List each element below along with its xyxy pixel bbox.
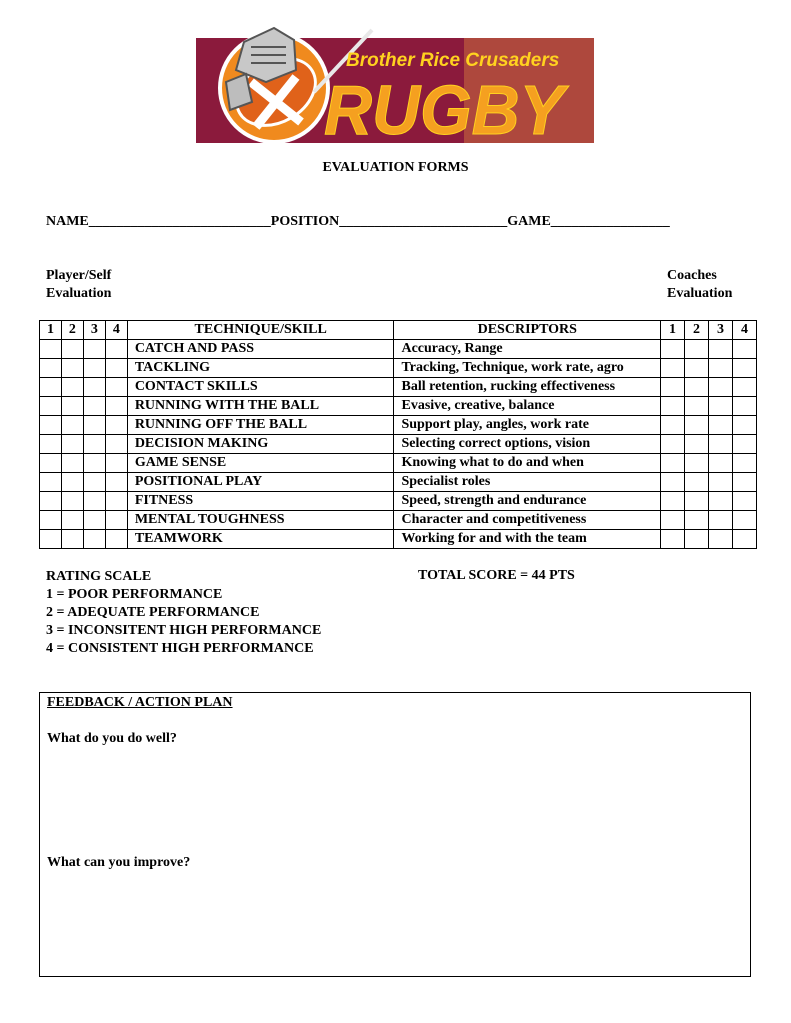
skill-cell: RUNNING WITH THE BALL — [127, 397, 394, 416]
feedback-question-improve: What can you improve? — [47, 855, 191, 870]
skill-cell: DECISION MAKING — [127, 435, 394, 454]
table-row — [40, 530, 757, 549]
coach-rating-cell[interactable] — [661, 530, 685, 549]
descriptor-cell: Working for and with the team — [394, 530, 661, 549]
table-row — [40, 359, 757, 378]
player-self-label — [46, 267, 111, 303]
coach-rating-cell[interactable] — [708, 530, 732, 549]
self-rating-cell[interactable] — [61, 416, 83, 435]
coach-rating-cell[interactable] — [708, 359, 732, 378]
self-rating-cell[interactable] — [105, 359, 127, 378]
coach-rating-cell[interactable] — [661, 378, 685, 397]
coach-rating-cell[interactable] — [732, 511, 756, 530]
self-rating-cell[interactable] — [83, 530, 105, 549]
skill-cell: FITNESS — [127, 492, 394, 511]
self-rating-header: 1 — [40, 321, 62, 340]
coach-rating-cell[interactable] — [732, 473, 756, 492]
self-rating-header: 2 — [61, 321, 83, 340]
coach-rating-cell[interactable] — [661, 454, 685, 473]
self-rating-cell[interactable] — [105, 492, 127, 511]
feedback-title: FEEDBACK / ACTION PLAN — [47, 695, 233, 710]
coach-rating-cell[interactable] — [661, 492, 685, 511]
descriptor-cell: Selecting correct options, vision — [394, 435, 661, 454]
coaches-line2: Evaluation — [667, 286, 733, 301]
coach-rating-cell[interactable] — [685, 435, 709, 454]
self-rating-cell[interactable] — [83, 397, 105, 416]
coach-rating-cell[interactable] — [685, 454, 709, 473]
skill-header: TECHNIQUE/SKILL — [127, 321, 394, 340]
descriptor-cell: Accuracy, Range — [394, 340, 661, 359]
skill-cell: POSITIONAL PLAY — [127, 473, 394, 492]
self-rating-cell[interactable] — [40, 492, 62, 511]
descriptor-cell: Specialist roles — [394, 473, 661, 492]
coach-rating-cell[interactable] — [732, 340, 756, 359]
coach-rating-cell[interactable] — [732, 378, 756, 397]
self-rating-cell[interactable] — [40, 397, 62, 416]
evaluation-table — [39, 320, 757, 549]
coach-rating-cell[interactable] — [685, 359, 709, 378]
self-rating-cell[interactable] — [40, 454, 62, 473]
self-rating-cell[interactable] — [83, 492, 105, 511]
self-rating-cell[interactable] — [83, 416, 105, 435]
self-rating-cell[interactable] — [83, 454, 105, 473]
coach-rating-cell[interactable] — [708, 454, 732, 473]
self-rating-cell[interactable] — [61, 530, 83, 549]
coach-rating-cell[interactable] — [708, 416, 732, 435]
rating-scale-item: 3 = INCONSITENT HIGH PERFORMANCE — [46, 623, 322, 638]
self-rating-cell[interactable] — [61, 473, 83, 492]
table-row — [40, 492, 757, 511]
self-rating-cell[interactable] — [83, 435, 105, 454]
coach-rating-cell[interactable] — [732, 530, 756, 549]
self-rating-header: 3 — [83, 321, 105, 340]
page-title: EVALUATION FORMS — [322, 160, 469, 175]
self-rating-cell[interactable] — [105, 416, 127, 435]
info-line: NAME__________________________POSITION________________________GAME_________________ — [46, 214, 670, 229]
self-rating-cell[interactable] — [105, 378, 127, 397]
self-rating-cell[interactable] — [83, 359, 105, 378]
self-rating-cell[interactable] — [61, 378, 83, 397]
self-rating-cell[interactable] — [105, 473, 127, 492]
self-rating-cell[interactable] — [61, 492, 83, 511]
table-row — [40, 340, 757, 359]
coach-rating-cell[interactable] — [708, 511, 732, 530]
table-row — [40, 397, 757, 416]
coach-rating-cell[interactable] — [708, 473, 732, 492]
self-rating-cell[interactable] — [40, 340, 62, 359]
self-rating-cell[interactable] — [83, 378, 105, 397]
table-row — [40, 378, 757, 397]
table-row — [40, 416, 757, 435]
self-rating-cell[interactable] — [61, 435, 83, 454]
descriptor-cell: Support play, angles, work rate — [394, 416, 661, 435]
self-rating-cell[interactable] — [105, 454, 127, 473]
rating-scale — [46, 568, 321, 658]
self-rating-cell[interactable] — [40, 530, 62, 549]
skill-cell: TACKLING — [127, 359, 394, 378]
rating-scale-title: RATING SCALE — [46, 569, 152, 584]
coaches-line1: Coaches — [667, 268, 717, 283]
self-rating-cell[interactable] — [40, 378, 62, 397]
self-rating-header: 4 — [105, 321, 127, 340]
coach-rating-cell[interactable] — [685, 416, 709, 435]
table-header-row — [40, 321, 757, 340]
self-rating-cell[interactable] — [83, 340, 105, 359]
rating-scale-item: 1 = POOR PERFORMANCE — [46, 587, 223, 602]
self-rating-cell[interactable] — [61, 397, 83, 416]
self-rating-cell[interactable] — [83, 473, 105, 492]
table-row — [40, 435, 757, 454]
self-rating-cell[interactable] — [105, 530, 127, 549]
coach-rating-cell[interactable] — [685, 473, 709, 492]
self-rating-cell[interactable] — [40, 473, 62, 492]
brother-rice-rugby-logo — [196, 22, 594, 143]
coach-rating-cell[interactable] — [685, 492, 709, 511]
self-rating-cell[interactable] — [40, 435, 62, 454]
skill-cell: CATCH AND PASS — [127, 340, 394, 359]
coach-rating-cell[interactable] — [708, 340, 732, 359]
coach-rating-cell[interactable] — [661, 340, 685, 359]
table-row — [40, 473, 757, 492]
descriptor-cell: Evasive, creative, balance — [394, 397, 661, 416]
skill-cell: TEAMWORK — [127, 530, 394, 549]
rating-scale-item: 2 = ADEQUATE PERFORMANCE — [46, 605, 260, 620]
table-row — [40, 511, 757, 530]
coach-rating-cell[interactable] — [661, 511, 685, 530]
feedback-box — [39, 692, 751, 977]
coach-rating-cell[interactable] — [708, 492, 732, 511]
descriptor-cell: Ball retention, rucking effectiveness — [394, 378, 661, 397]
table-row — [40, 454, 757, 473]
coach-rating-header: 2 — [685, 321, 709, 340]
total-score: TOTAL SCORE = 44 PTS — [418, 568, 575, 583]
coaches-label — [667, 267, 732, 303]
coach-rating-cell[interactable] — [732, 397, 756, 416]
feedback-question-well: What do you do well? — [47, 731, 177, 746]
descriptor-cell: Character and competitiveness — [394, 511, 661, 530]
coach-rating-header: 3 — [708, 321, 732, 340]
coach-rating-cell[interactable] — [732, 416, 756, 435]
descriptor-cell: Knowing what to do and when — [394, 454, 661, 473]
self-rating-cell[interactable] — [40, 511, 62, 530]
skill-cell: GAME SENSE — [127, 454, 394, 473]
logo-line2: RUGBY — [324, 71, 570, 143]
self-rating-cell[interactable] — [83, 511, 105, 530]
self-rating-cell[interactable] — [105, 435, 127, 454]
self-rating-cell[interactable] — [105, 397, 127, 416]
coach-rating-cell[interactable] — [685, 397, 709, 416]
coach-rating-cell[interactable] — [661, 416, 685, 435]
coach-rating-cell[interactable] — [685, 530, 709, 549]
coach-rating-cell[interactable] — [732, 454, 756, 473]
player-self-line2: Evaluation — [46, 286, 112, 301]
self-rating-cell[interactable] — [61, 511, 83, 530]
logo-line1: Brother Rice Crusaders — [346, 50, 560, 71]
coach-rating-cell[interactable] — [685, 378, 709, 397]
coach-rating-cell[interactable] — [661, 359, 685, 378]
self-rating-cell[interactable] — [105, 340, 127, 359]
descriptor-header: DESCRIPTORS — [394, 321, 661, 340]
player-self-line1: Player/Self — [46, 268, 112, 283]
rating-scale-item: 4 = CONSISTENT HIGH PERFORMANCE — [46, 641, 314, 656]
coach-rating-cell[interactable] — [661, 435, 685, 454]
descriptor-cell: Tracking, Technique, work rate, agro — [394, 359, 661, 378]
skill-cell: MENTAL TOUGHNESS — [127, 511, 394, 530]
coach-rating-cell[interactable] — [732, 435, 756, 454]
coach-rating-header: 4 — [732, 321, 756, 340]
coach-rating-cell[interactable] — [661, 473, 685, 492]
self-rating-cell[interactable] — [61, 454, 83, 473]
coach-rating-cell[interactable] — [685, 340, 709, 359]
self-rating-cell[interactable] — [105, 511, 127, 530]
coach-rating-cell[interactable] — [732, 359, 756, 378]
descriptor-cell: Speed, strength and endurance — [394, 492, 661, 511]
skill-cell: RUNNING OFF THE BALL — [127, 416, 394, 435]
self-rating-cell[interactable] — [61, 340, 83, 359]
coach-rating-cell[interactable] — [708, 378, 732, 397]
coach-rating-cell[interactable] — [708, 397, 732, 416]
coach-rating-cell[interactable] — [685, 511, 709, 530]
coach-rating-cell[interactable] — [661, 397, 685, 416]
skill-cell: CONTACT SKILLS — [127, 378, 394, 397]
coach-rating-header: 1 — [661, 321, 685, 340]
self-rating-cell[interactable] — [61, 359, 83, 378]
coach-rating-cell[interactable] — [732, 492, 756, 511]
self-rating-cell[interactable] — [40, 416, 62, 435]
self-rating-cell[interactable] — [40, 359, 62, 378]
coach-rating-cell[interactable] — [708, 435, 732, 454]
